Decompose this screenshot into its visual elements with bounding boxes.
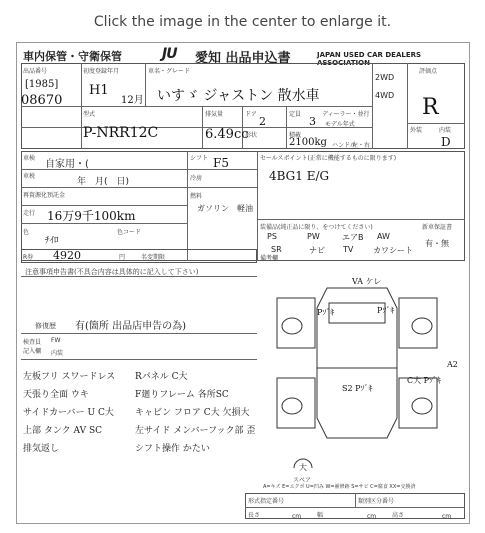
drive-2wd: 2WD: [375, 73, 395, 82]
note-5a: 排気返し: [23, 444, 60, 454]
model-year-label: モデル年式: [325, 121, 355, 128]
color-code-label: 色コード: [117, 229, 142, 236]
lot-number: 08670: [21, 93, 63, 108]
recycle-label: 再資源化預託金: [23, 192, 66, 199]
dealer-label: ディーラー・並行: [322, 111, 370, 118]
sign-number-label: 形式指定番号: [248, 498, 285, 505]
exterior-label: 外装: [410, 127, 423, 134]
fuel-label: 燃料: [190, 193, 203, 200]
ju-logo: JU: [162, 46, 177, 62]
first-reg-value: H1: [89, 83, 109, 98]
lot-label: 出品番号: [23, 68, 48, 75]
name-value: いすゞ ジャストン 散水車: [157, 88, 320, 104]
new-car-warranty-label: 新車保証書: [422, 224, 453, 231]
diagram-mark-5: A2: [447, 360, 458, 369]
first-reg-label: 初度登録年月: [83, 68, 120, 75]
price-label: R券: [23, 254, 34, 261]
dim-height: 高さ: [392, 512, 405, 519]
equip-aw: AW: [377, 232, 390, 241]
tax-value: 年 月( 日): [77, 177, 130, 187]
equipment-label: 装備品(純正品に限り、をつけてください): [260, 224, 373, 231]
inspection-label: 車検: [23, 155, 36, 162]
fuel-value: ガソリン 軽油: [197, 204, 253, 213]
displacement-label: 排気量: [205, 111, 224, 118]
note-3b: キャビン フロア C大 欠損大: [135, 408, 250, 418]
association-name: JAPAN USED CAR DEALERS ASSOCIATION: [317, 51, 422, 67]
color-label: 色: [23, 229, 30, 236]
equip-pw: PW: [307, 232, 320, 241]
class-number-label: 類別区分番号: [358, 498, 395, 505]
shape-label: 形状: [245, 132, 258, 139]
new-car-warranty-value: 有・無: [425, 239, 449, 248]
inspection-value: 自家用・(: [45, 159, 89, 170]
price-unit: 円: [119, 254, 126, 261]
equip-ps: PS: [267, 232, 277, 241]
vehicle-damage-diagram: [257, 268, 462, 468]
diagram-mark-3: S2 Pｿﾞｷ: [342, 384, 373, 393]
memo-label: 備考欄: [260, 255, 279, 262]
load-value: 2100kg: [289, 137, 327, 148]
dim-length: 長さ: [248, 512, 261, 519]
equip-tv: TV: [343, 245, 354, 254]
type-label: 型式: [83, 111, 96, 118]
equip-sr: SR: [271, 245, 282, 254]
dim-width: 幅: [317, 512, 324, 519]
damage-legend: A=キズ E=エクボ U=凹み W=補修跡 S=サビ C=腐食 XX=交換済: [263, 484, 416, 490]
note-5b: シフト操作 かたい: [135, 444, 210, 454]
displacement-value: 6.49cc: [205, 127, 249, 142]
drive-4wd: 4WD: [375, 91, 395, 100]
sales-points-label: セールスポイント(正常に機能するものに限ります): [260, 155, 397, 162]
eval-value: R: [422, 95, 439, 120]
dim-unit-3: cm: [442, 513, 452, 520]
form-title: 愛知 出品申込書: [195, 51, 291, 66]
mileage-value: 16万9千100km: [47, 209, 136, 223]
aircon-label: 冷房: [190, 175, 203, 182]
tax-label: 車税: [23, 173, 36, 180]
dim-unit-2: cm: [367, 513, 377, 520]
caution-label: 注意事項申告書(不具合内容は具体的に記入して下さい): [25, 268, 199, 276]
lot-year: [1985]: [25, 79, 59, 90]
eval-label: 評価点: [419, 68, 438, 75]
shift-label: シフト: [190, 155, 209, 162]
load-label: 積載: [289, 132, 302, 139]
equip-airbag: エアB: [342, 233, 364, 242]
note-1b: Rパネル C大: [135, 372, 188, 382]
storage-title: 車内保管・守衛保管: [23, 50, 122, 63]
auction-sheet-image[interactable]: [16, 42, 470, 524]
diagram-mark-4: C大 Pｿﾞｷ: [407, 376, 442, 385]
type-value: P-NRR12C: [83, 125, 159, 141]
note-4a: 上部 タンク AV SC: [23, 426, 103, 436]
shift-value: F5: [213, 156, 229, 170]
spare-mark: 大: [299, 463, 307, 472]
color-value: ﾁｲﾛ: [45, 236, 59, 246]
interior-value: D: [441, 135, 451, 149]
name-label: 車名・グレード: [148, 68, 191, 75]
repair-value: 有(箇所 出品店申告の為): [75, 321, 186, 332]
diagram-front-label: VA ケレ: [352, 277, 382, 286]
sales-points-value: 4BG1 E/G: [269, 169, 330, 183]
equip-navi: ナビ: [309, 246, 325, 255]
repair-label: 修復歴: [35, 322, 56, 330]
interior-label-2: 内装: [51, 350, 64, 357]
first-reg-month: 12月: [121, 95, 144, 106]
fw-label: FW: [51, 337, 61, 344]
interior-label: 内装: [439, 127, 452, 134]
capacity-value: 3: [309, 115, 316, 128]
diagram-mark-2: Pｿﾞｷ: [377, 306, 395, 315]
diagram-mark-1: Pｿﾞｷ: [317, 308, 335, 317]
dim-unit-1: cm: [292, 513, 302, 520]
spare-label: スペア: [293, 477, 312, 484]
note-2b: F廻りフレーム 各所SC: [135, 390, 229, 400]
note-1a: 左板フリ スワードレス: [23, 372, 116, 382]
note-4b: 左サイド メンバーフック部 歪: [135, 426, 256, 436]
equip-seat: カワシート: [373, 246, 413, 255]
price-value: 4920: [53, 249, 81, 262]
handle-label: ハンドル: [332, 142, 357, 149]
capacity-label: 定員: [289, 111, 302, 118]
door-label: ドア: [245, 111, 257, 118]
door-value: 2: [259, 115, 266, 128]
note-3a: サイドカーバー U C大: [23, 408, 114, 418]
note-2a: 天張り全面 ウキ: [23, 390, 89, 400]
mileage-label: 走行: [23, 210, 36, 217]
check-label: 検査員記入欄: [23, 339, 42, 355]
enlarge-hint: Click the image in the center to enlarge it.: [93, 14, 392, 30]
handle-value: 左・右: [352, 142, 371, 149]
transfer-label: 名変期限: [141, 254, 166, 261]
